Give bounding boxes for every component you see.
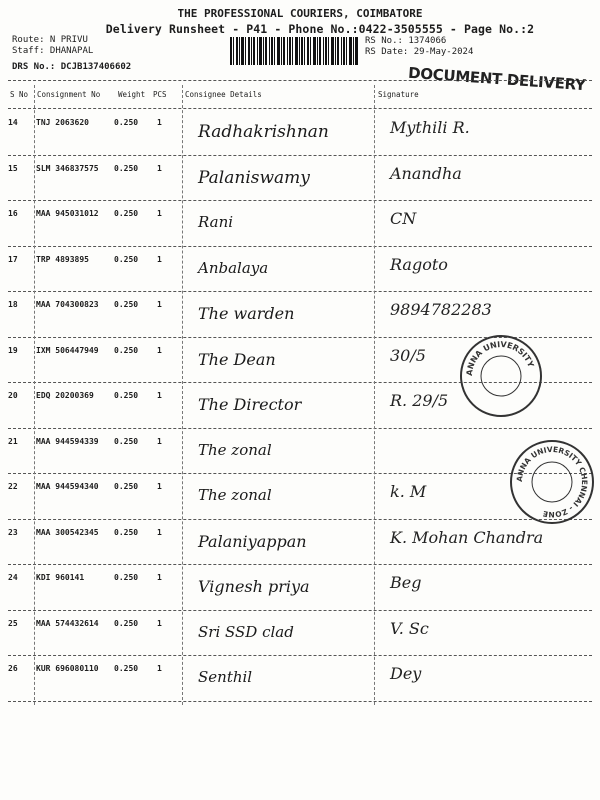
row-weight: 0.250 bbox=[114, 391, 139, 400]
row-consignee: Anbalaya bbox=[198, 258, 269, 277]
divider-signature bbox=[374, 85, 375, 705]
row-sno: 18 bbox=[8, 300, 18, 309]
row-weight: 0.250 bbox=[114, 664, 139, 673]
row-consignment: IXM 506447949 bbox=[36, 345, 99, 355]
row-consignee: The Dean bbox=[198, 349, 276, 369]
row-consignment: SLM 346837575 bbox=[36, 163, 99, 173]
barcode bbox=[230, 37, 358, 65]
row-sno: 23 bbox=[8, 527, 18, 537]
row-consignment: KUR 696080110 bbox=[36, 664, 99, 673]
row-pcs: 1 bbox=[157, 436, 162, 446]
row-consignee: The Director bbox=[198, 395, 302, 414]
row-weight: 0.250 bbox=[114, 209, 139, 218]
row-consignment: MAA 945031012 bbox=[36, 209, 99, 218]
header-bottom-rule bbox=[8, 108, 592, 109]
row-consignment: KDI 960141 bbox=[36, 573, 85, 582]
row-sno: 19 bbox=[8, 345, 18, 355]
staff-label: Staff: DHANAPAL bbox=[12, 46, 94, 56]
row-sno: 16 bbox=[8, 209, 18, 218]
row-consignee: Radhakrishnan bbox=[198, 122, 329, 142]
row-signature: Ragoto bbox=[390, 254, 448, 274]
runsheet-title: Delivery Runsheet - P41 - Phone No.:0422-3505555 - Page No.:2 bbox=[105, 22, 535, 36]
row-weight: 0.250 bbox=[114, 345, 139, 355]
table-row bbox=[0, 292, 600, 338]
row-sno: 20 bbox=[8, 391, 18, 400]
seal-ring-1 bbox=[462, 337, 540, 415]
row-weight: 0.250 bbox=[114, 573, 139, 582]
row-weight: 0.250 bbox=[114, 163, 139, 173]
row-signature: R. 29/5 bbox=[390, 391, 449, 410]
row-pcs: 1 bbox=[157, 300, 162, 309]
row-consignment: TRP 4893895 bbox=[36, 254, 89, 264]
table-row bbox=[0, 520, 600, 566]
table-row bbox=[0, 156, 600, 202]
row-sno: 22 bbox=[8, 482, 18, 491]
row-consignee: Palaniyappan bbox=[198, 531, 307, 551]
svg-text:ANNA UNIVERSITY CHENNAI - ZONE bbox=[515, 445, 589, 519]
row-weight: 0.250 bbox=[114, 254, 139, 264]
row-consignment: EDQ 20200369 bbox=[36, 391, 94, 400]
row-consignee: Senthil bbox=[198, 668, 253, 686]
row-signature: Mythili R. bbox=[390, 118, 470, 137]
row-divider bbox=[8, 701, 592, 702]
row-sno: 25 bbox=[8, 618, 18, 628]
row-weight: 0.250 bbox=[114, 482, 139, 491]
row-sno: 17 bbox=[8, 254, 18, 264]
col-signature: Signature bbox=[378, 90, 419, 99]
row-weight: 0.250 bbox=[114, 436, 139, 446]
row-consignee: The zonal bbox=[198, 486, 272, 504]
row-pcs: 1 bbox=[157, 118, 162, 127]
row-consignment: TNJ 2063620 bbox=[36, 118, 89, 127]
row-pcs: 1 bbox=[157, 482, 162, 491]
row-consignment: MAA 300542345 bbox=[36, 527, 99, 537]
company-title: THE PROFESSIONAL COURIERS, COIMBATORE bbox=[177, 7, 423, 20]
route-label: Route: N PRIVU bbox=[12, 35, 88, 45]
row-consignee: Vignesh priya bbox=[198, 577, 310, 596]
row-pcs: 1 bbox=[157, 618, 162, 628]
table-row bbox=[0, 656, 600, 702]
row-consignment: MAA 944594339 bbox=[36, 436, 99, 446]
university-seal bbox=[460, 335, 542, 417]
svg-text:ANNA UNIVERSITY bbox=[465, 340, 536, 376]
col-sno: S No bbox=[10, 90, 29, 99]
table-row bbox=[0, 611, 600, 657]
header-top-rule bbox=[8, 80, 592, 81]
row-consignment: MAA 574432614 bbox=[36, 618, 99, 628]
row-signature: Dey bbox=[390, 664, 422, 683]
seal-text-1: ANNA UNIVERSITY bbox=[464, 339, 536, 377]
row-signature: 9894782283 bbox=[390, 300, 492, 319]
row-signature: CN bbox=[390, 209, 417, 228]
row-pcs: 1 bbox=[157, 527, 162, 537]
rs-number: RS No.: 1374066 bbox=[365, 36, 447, 46]
col-pcs: PCS bbox=[153, 90, 167, 99]
table-row bbox=[0, 429, 600, 475]
row-consignee: The zonal bbox=[198, 440, 272, 459]
row-sno: 24 bbox=[8, 573, 18, 582]
row-pcs: 1 bbox=[157, 254, 162, 264]
university-seal-chennai bbox=[510, 440, 594, 524]
row-consignee: Rani bbox=[198, 213, 234, 231]
table-row bbox=[0, 110, 600, 156]
row-sno: 15 bbox=[8, 163, 18, 173]
row-pcs: 1 bbox=[157, 209, 162, 218]
row-signature: K. Mohan Chandra bbox=[390, 527, 544, 547]
divider-sno bbox=[34, 85, 35, 705]
col-weight: Weight bbox=[118, 90, 146, 99]
row-signature: Anandha bbox=[390, 163, 462, 183]
row-sno: 21 bbox=[8, 436, 18, 446]
row-signature: Beg bbox=[390, 573, 422, 592]
seal-text-2: ANNA UNIVERSITY CHENNAI - ZONE bbox=[514, 444, 590, 520]
row-signature: 30/5 bbox=[390, 345, 426, 365]
drs-number: DRS No.: DCJB137406602 bbox=[12, 62, 132, 72]
col-consignee: Consignee Details bbox=[185, 90, 262, 99]
row-signature: k. M bbox=[390, 482, 427, 501]
row-weight: 0.250 bbox=[114, 618, 139, 628]
col-consignment: Consignment No bbox=[37, 90, 101, 99]
divider-consignee bbox=[182, 85, 183, 705]
seal-ring-2 bbox=[512, 442, 592, 522]
row-pcs: 1 bbox=[157, 573, 162, 582]
row-consignee: Palaniswamy bbox=[198, 167, 310, 188]
row-pcs: 1 bbox=[157, 345, 162, 355]
table-row bbox=[0, 565, 600, 611]
row-pcs: 1 bbox=[157, 391, 162, 400]
row-pcs: 1 bbox=[157, 163, 162, 173]
row-consignee: Sri SSD clad bbox=[198, 622, 294, 641]
row-consignee: The warden bbox=[198, 304, 295, 323]
table-row bbox=[0, 247, 600, 293]
rs-date: RS Date: 29-May-2024 bbox=[365, 47, 474, 57]
row-weight: 0.250 bbox=[114, 527, 139, 537]
row-pcs: 1 bbox=[157, 664, 162, 673]
row-signature: V. Sc bbox=[390, 618, 429, 638]
row-consignment: MAA 704300823 bbox=[36, 300, 99, 309]
row-weight: 0.250 bbox=[114, 300, 139, 309]
document-delivery-stamp: DOCUMENT DELIVERY bbox=[407, 63, 587, 95]
row-sno: 14 bbox=[8, 118, 18, 127]
row-weight: 0.250 bbox=[114, 118, 139, 127]
row-consignment: MAA 944594340 bbox=[36, 482, 99, 491]
table-row bbox=[0, 201, 600, 247]
row-sno: 26 bbox=[8, 664, 18, 673]
